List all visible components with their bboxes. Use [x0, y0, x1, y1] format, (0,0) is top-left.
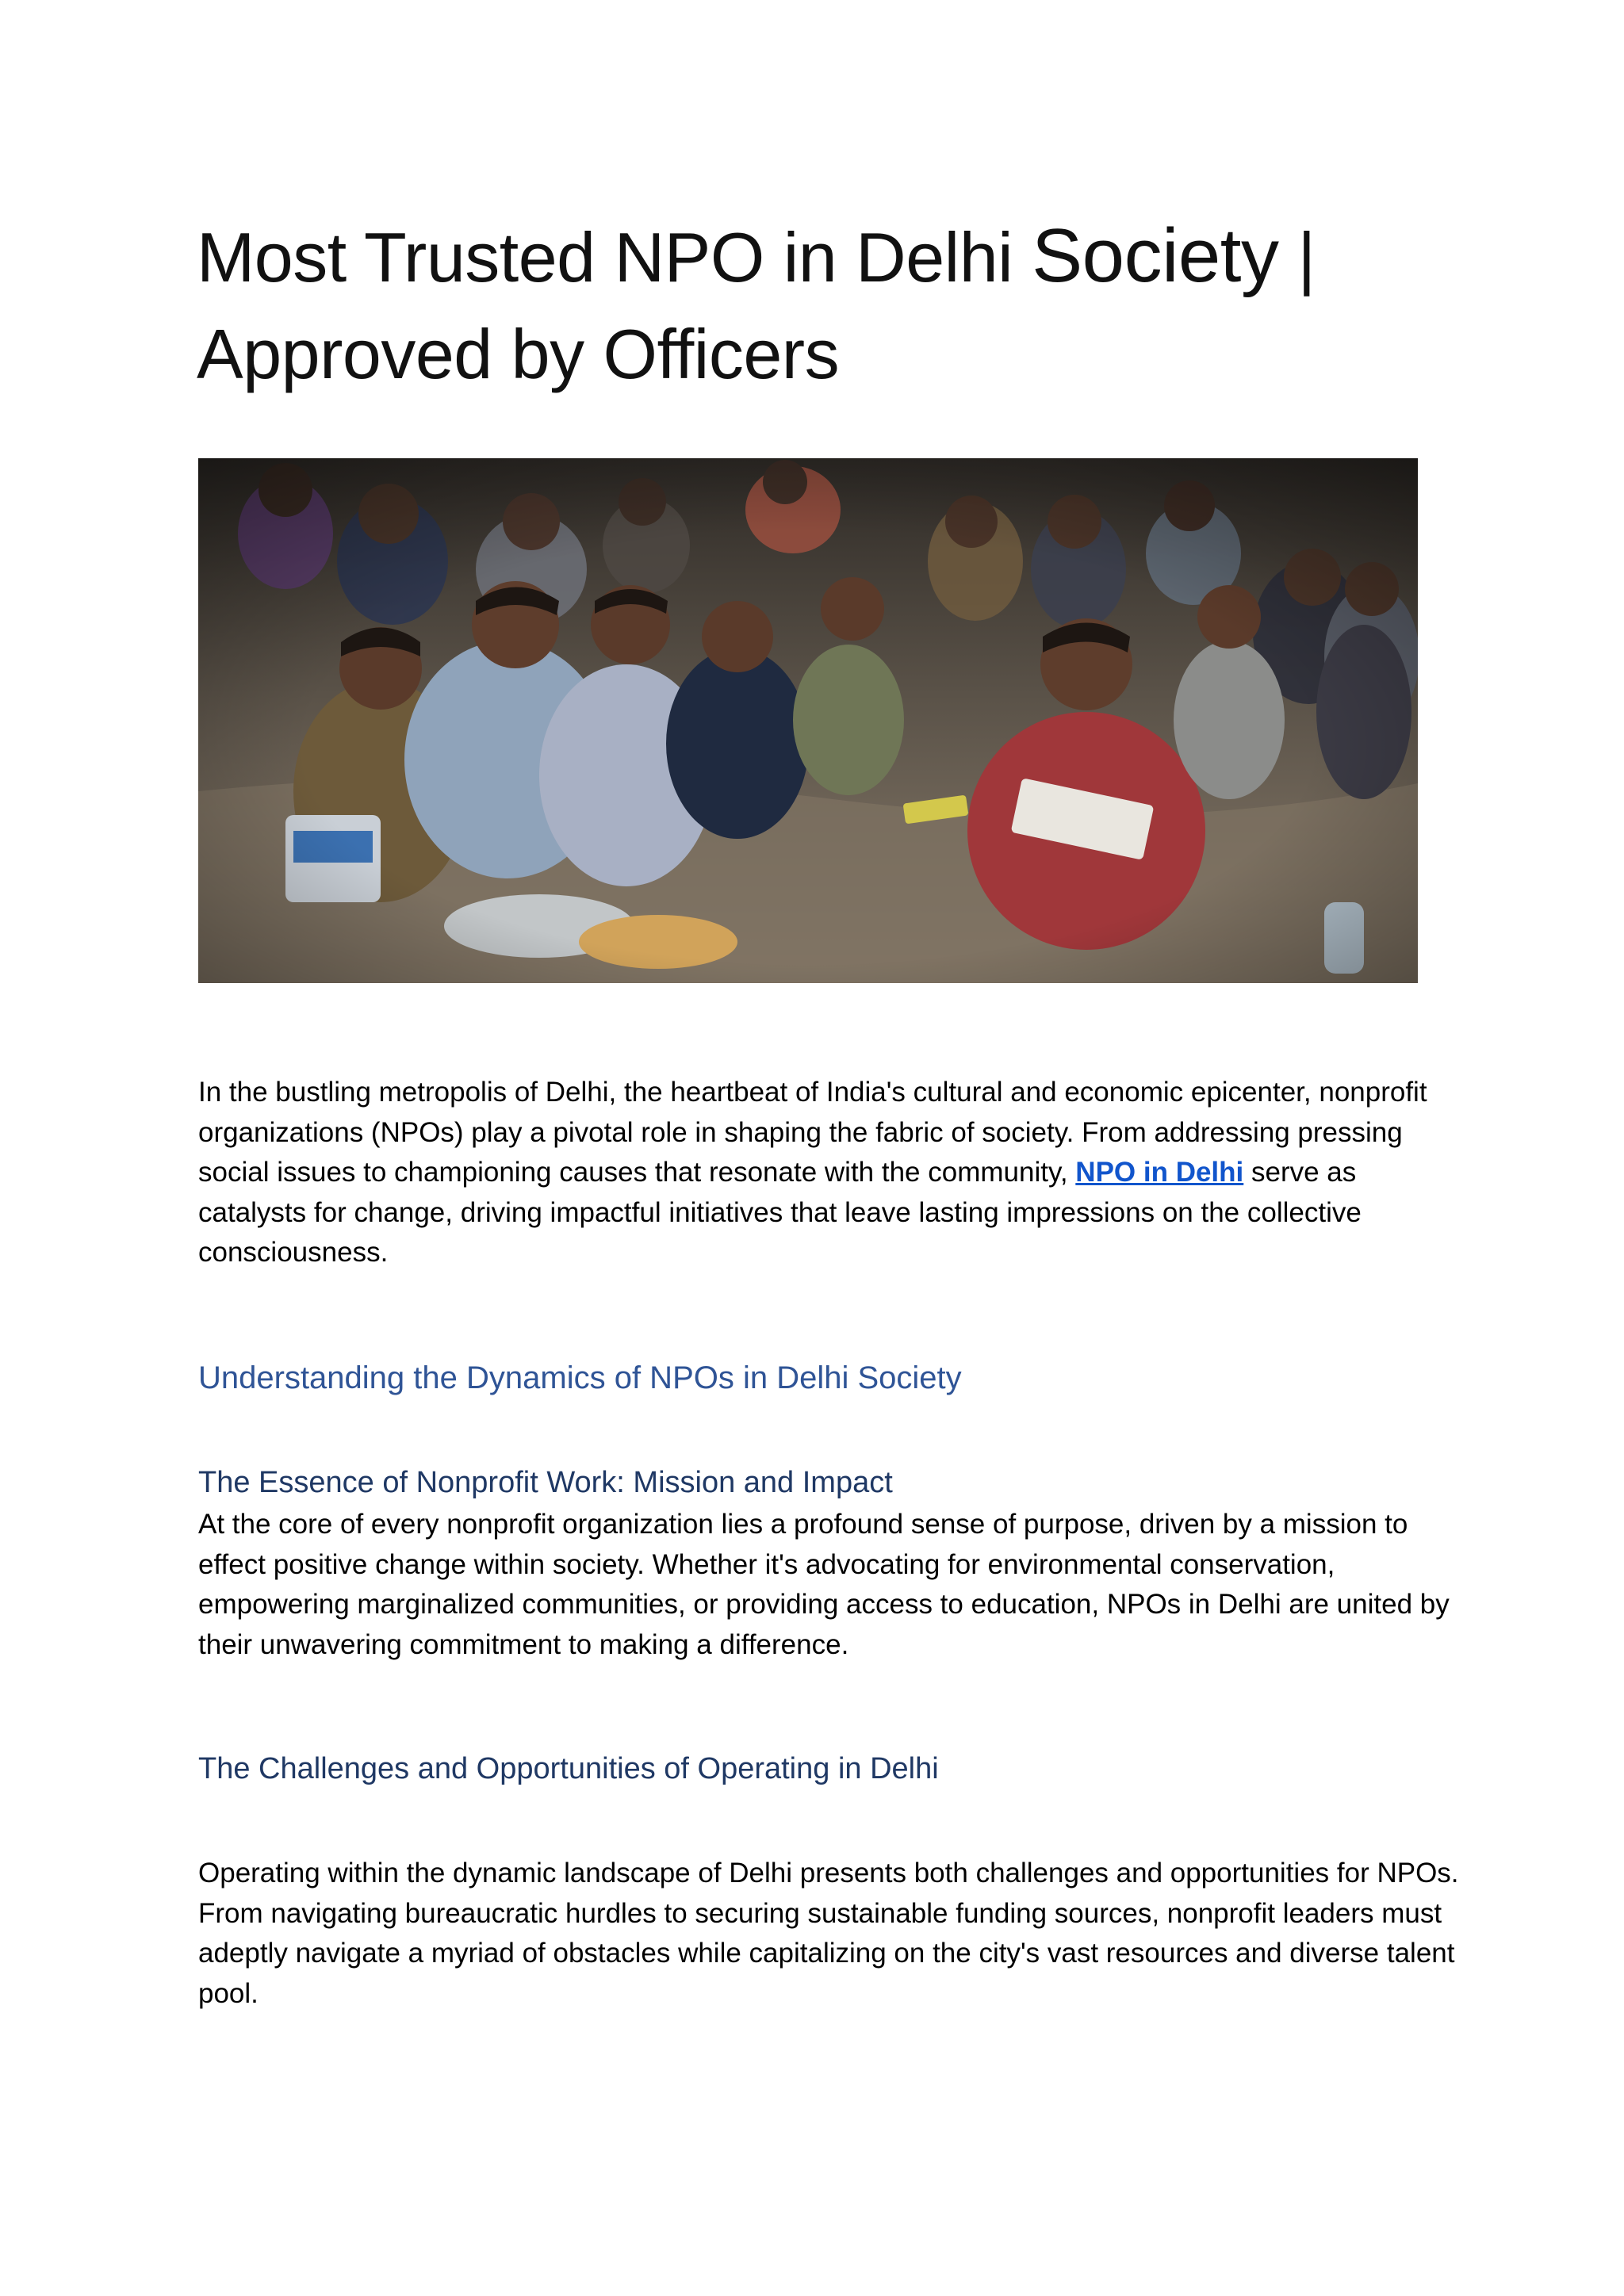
- subheading-challenges: The Challenges and Opportunities of Operating in Delhi: [198, 1752, 939, 1785]
- title-part-3: | Approved by Officers: [197, 218, 1316, 393]
- intro-paragraph: [198, 1073, 1459, 1273]
- hero-image: [198, 458, 1418, 983]
- title-part-2: Society: [1032, 213, 1279, 298]
- subheading-essence: The Essence of Nonprofit Work: Mission and Impact: [198, 1466, 893, 1499]
- essence-paragraph: At the core of every nonprofit organization lies a profound sense of purpose, driven by a mission to effect positive change within society. Whether it's advocating for environmental conservation, empowering marginalized communities, or providing access to education, NPOs in Delhi are united by their unwavering commitment to making a difference.: [198, 1509, 1450, 1660]
- npo-in-delhi-link[interactable]: NPO in Delhi: [1075, 1157, 1244, 1188]
- intro-text-after-link: serve as catalysts for change, driving impactful initiatives that leave lasting impressions on the collective consciousness.: [198, 1157, 1362, 1268]
- challenges-paragraph: Operating within the dynamic landscape of Delhi presents both challenges and opportunities for NPOs. From navigating bureaucratic hurdles to securing sustainable funding sources, nonprofit leaders must adeptly navigate a myriad of obstacles while capitalizing on the city's vast resources and diverse talent pool.: [198, 1858, 1459, 2009]
- page-title: [197, 208, 1434, 403]
- intro-text-before-link: In the bustling metropolis of Delhi, the heartbeat of India's cultural and economic epicenter, nonprofit organizations (NPOs) play a pivotal role in shaping the fabric of society. From addressing pressing social issues to championing causes that resonate with the community,: [198, 1077, 1427, 1188]
- hero-image-illustration: [198, 458, 1418, 983]
- title-part-1: Most Trusted NPO in Delhi: [197, 218, 1032, 297]
- section-heading-dynamics: Understanding the Dynamics of NPOs in Delhi Society: [198, 1360, 962, 1395]
